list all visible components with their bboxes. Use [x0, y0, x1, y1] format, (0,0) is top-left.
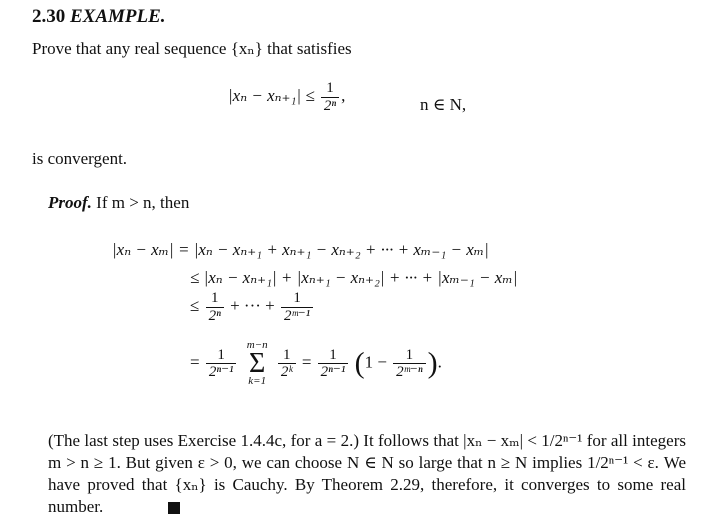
line3-denominator-a: 2ⁿ: [206, 307, 224, 325]
closing-text: (The last step uses Exercise 1.4.4c, for a = 2.) It follows that |xₙ − xₘ| < 1/2ⁿ⁻¹ for all integers m > n ≥ 1. But given ε > 0, we can choose N ∈ N so large that n ≥ N implies 1/2ⁿ⁻¹ < ε. We have proved that {xₙ} is Cauchy. By Theorem 2.29, therefore, it converges to some real number.: [48, 431, 686, 516]
one-minus: 1 −: [364, 352, 387, 372]
fraction-1-over-2m1: [281, 290, 313, 324]
line4-period: .: [437, 352, 442, 372]
line4-numerator-d: 1: [405, 346, 414, 363]
sum-upper-limit: m−n: [246, 339, 268, 351]
line3-numerator-a: 1: [210, 290, 219, 306]
line4-relation: =: [190, 352, 200, 372]
line4-numerator-b: 1: [282, 346, 291, 363]
line3-ellipsis: + ··· +: [230, 295, 275, 315]
line4-denominator-a: 2ⁿ⁻¹: [206, 363, 237, 381]
intro-text: Prove that any real sequence {xₙ} that satisfies: [32, 39, 352, 58]
qed-square-icon: [168, 502, 180, 514]
inequality-lhs: |xₙ − xₙ₊₁| ≤: [228, 85, 315, 105]
fraction-denominator: 2ⁿ: [321, 97, 339, 115]
line4-equals: =: [301, 352, 312, 372]
derivation-line-2: ≤ |xₙ − xₙ₊₁| + |xₙ₊₁ − xₙ₊₂| + ··· + |xₘ₋₁ − xₘ|: [190, 268, 518, 287]
derivation-line-4: [190, 340, 442, 387]
closing-paragraph: [48, 430, 686, 518]
fraction-1-over-2k: [278, 347, 296, 381]
index-condition: n ∈ N,: [420, 95, 467, 114]
line4-numerator-a: 1: [217, 346, 225, 363]
inequality-comma: ,: [341, 85, 346, 105]
display-inequality: [228, 80, 345, 114]
line3-numerator-b: 1: [293, 290, 301, 306]
line3-denominator-b: 2ᵐ⁻¹: [281, 307, 313, 325]
derivation-line-3: [190, 290, 315, 324]
line4-numerator-c: 1: [329, 346, 337, 363]
fraction-1-over-2n1-b: [318, 347, 349, 381]
line4-denominator-d: 2ᵐ⁻ⁿ: [393, 363, 425, 381]
proof-intro-text: If m > n, then: [91, 193, 190, 212]
fraction-numerator: 1: [326, 80, 334, 96]
sigma-symbol: Σ: [249, 348, 266, 379]
proof-label: Proof.: [48, 193, 92, 212]
fraction-one-over-2n: [321, 80, 339, 114]
fraction-1-over-2n: [206, 290, 224, 324]
line4-denominator-b: 2ᵏ: [278, 363, 296, 381]
summation: [247, 340, 268, 387]
example-title: EXAMPLE.: [70, 6, 166, 27]
close-paren: ): [427, 346, 438, 380]
fraction-1-over-2mn: [393, 347, 425, 381]
sum-lower-limit: k=1: [248, 375, 267, 388]
proof-line: [48, 194, 189, 211]
derivation-line-1: |xₙ − xₘ| = |xₙ − xₙ₊₁ + xₙ₊₁ − xₙ₊₂ + ··· + xₘ₋₁ − xₘ|: [112, 240, 489, 259]
is-convergent-text: is convergent.: [32, 149, 128, 168]
line4-denominator-c: 2ⁿ⁻¹: [318, 363, 349, 381]
line3-relation: ≤: [190, 295, 200, 315]
fraction-1-over-2n1-a: [206, 347, 237, 381]
example-number: 2.30: [32, 6, 66, 27]
example-heading: [32, 6, 166, 28]
open-paren: (: [354, 346, 365, 380]
